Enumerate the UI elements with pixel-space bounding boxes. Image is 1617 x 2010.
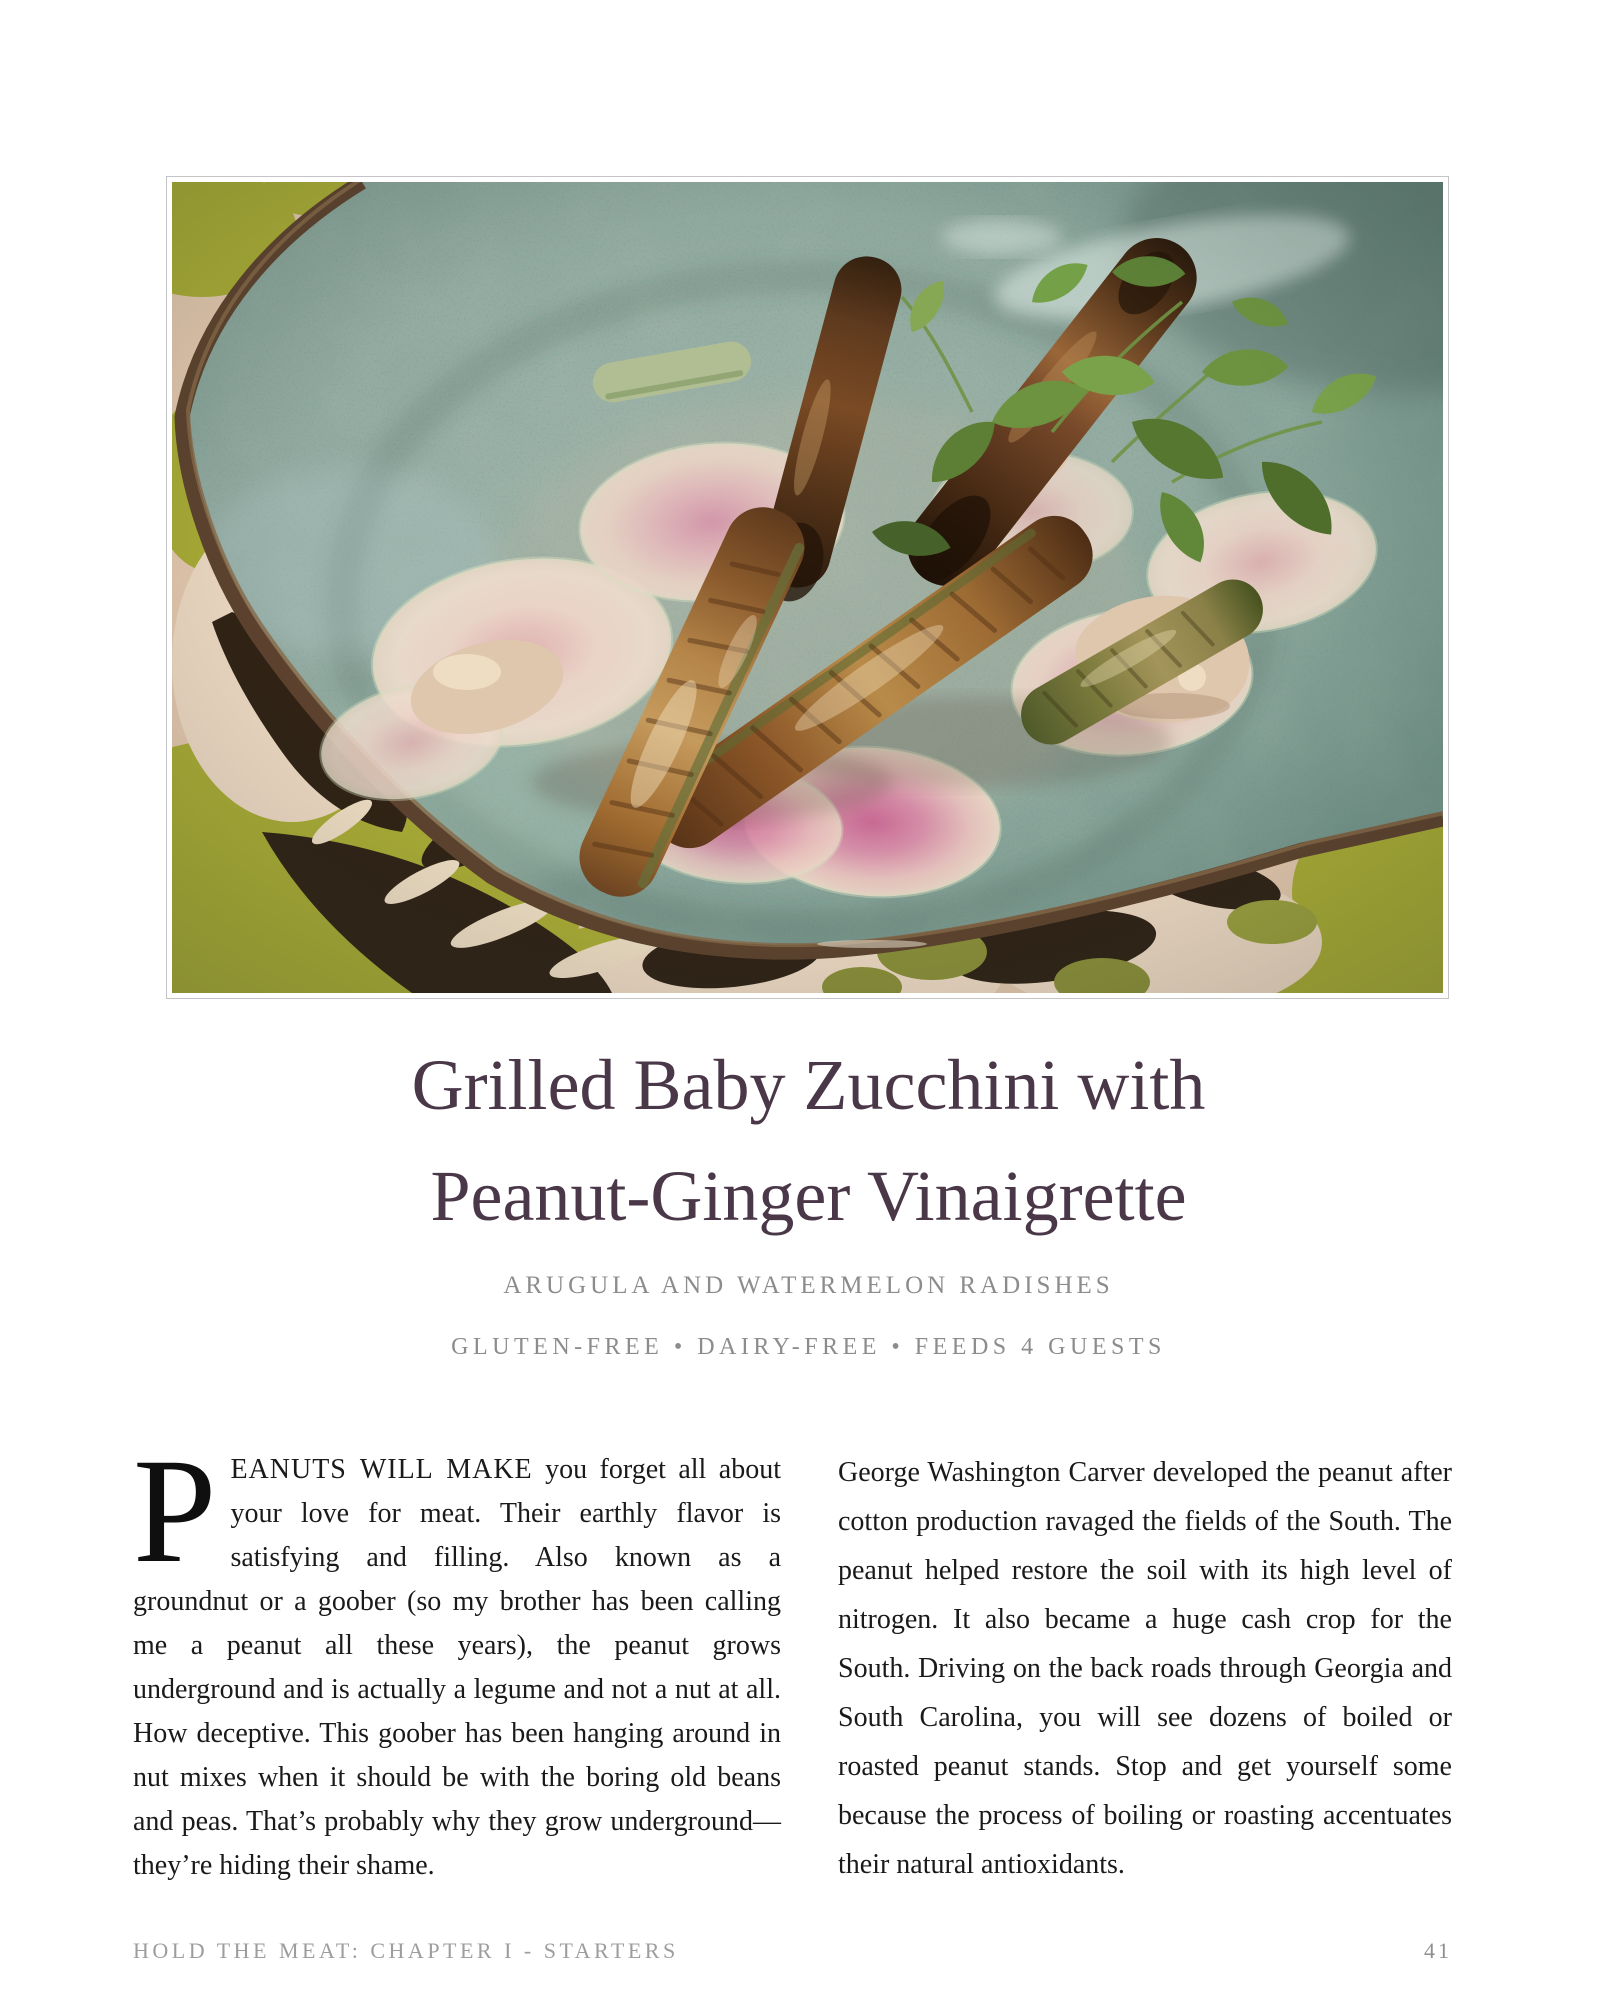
recipe-subtitle: ARUGULA AND WATERMELON RADISHES bbox=[503, 1272, 1114, 1299]
recipe-diet-tags: GLUTEN-FREE • DAIRY-FREE • FEEDS 4 GUESTS bbox=[451, 1334, 1166, 1360]
recipe-title-line2: Peanut-Ginger Vinaigrette bbox=[430, 1156, 1187, 1236]
running-header: HOLD THE MEAT: CHAPTER I - STARTERS bbox=[133, 1938, 679, 1963]
photo-vignette bbox=[172, 182, 1443, 993]
body-left-paragraph bbox=[133, 1428, 781, 1889]
recipe-title-line1: Grilled Baby Zucchini with bbox=[411, 1045, 1206, 1125]
page-footer bbox=[133, 1938, 1452, 1964]
recipe-photo-illustration bbox=[172, 182, 1443, 993]
drop-cap: P bbox=[133, 1428, 217, 1594]
body-right-paragraph: George Washington Carver developed the peanut after cotton production ravaged the fields of the South. The peanut helped restore the soil with its high level of nitrogen. It also became a huge cash crop for the South. Driving on the back roads through Georgia and South Carolina, you will see dozens of boiled or roasted peanut stands. Stop and get yourself some because the process of boiling or roasting accentuates their natural antioxidants. bbox=[838, 1457, 1452, 1880]
lead-in-caps: EANUTS WILL MAKE bbox=[230, 1454, 533, 1485]
page-number: 41 bbox=[1424, 1938, 1452, 1963]
body-left-text: you forget all about your love for meat. Their earthly flavor is satisfying and filling. Also known as a groundnut or a goober (so my brother has been calling me a peanut all these years), the peanut grows underground and is actually a legume and not a nut at all. How deceptive. This goober has been hanging around in nut mixes when it should be with the boring old beans and peas. That’s probably why they grow underground—they’re hiding their shame. bbox=[133, 1454, 781, 1881]
recipe-title bbox=[0, 1030, 1617, 1252]
body-text bbox=[133, 1428, 1452, 1889]
recipe-photo bbox=[166, 176, 1449, 999]
